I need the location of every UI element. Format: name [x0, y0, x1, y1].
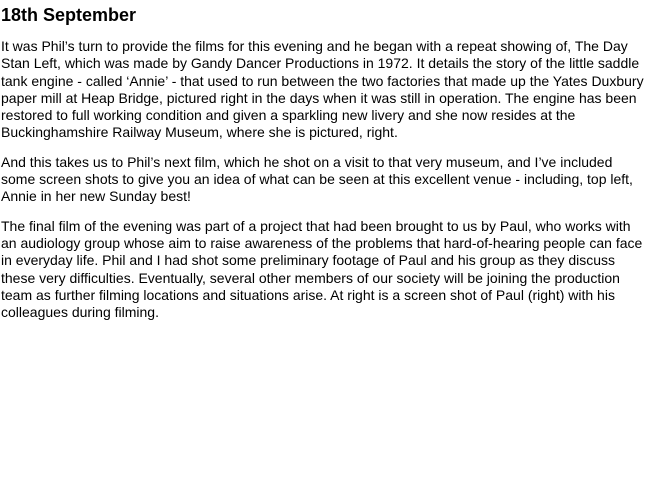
paragraph-films-intro: It was Phil’s turn to provide the films for this evening and he began with a repeat showing of, The Day Stan Left, which was made by Gandy Dancer Productions in 1972. It details the story of the little saddle tank engine - called ‘Annie’ - that used to run between the two factories that made up the Yates Duxbury paper mill at Heap Bridge, pictured right in the days when it was still in operation. The engine has been restored to full working condition and given a sparkling new livery and she now resides at the Buckinghamshire Railway Museum, where she is pictured, right.	[1, 38, 644, 141]
page-title: 18th September	[1, 5, 137, 25]
paragraph-audiology-project: The final film of the evening was part of a project that had been brought to us by Paul, who works with an audiology group whose aim to raise awareness of the problems that hard-of-hearing people can face in everyday life. Phil and I had shot some preliminary footage of Paul and his group as they discuss these very difficulties. Eventually, several other members of our society will be joining the production team as further filming locations and situations arise. At right is a screen shot of Paul (right) with his colleagues during filming.	[1, 217, 643, 321]
paragraph-museum-visit: And this takes us to Phil’s next film, which he shot on a visit to that very museum, and I’ve included some screen shots to give you an idea of what can be seen at this excellent venue - including, top left, Annie in her new Sunday best!	[1, 153, 633, 205]
